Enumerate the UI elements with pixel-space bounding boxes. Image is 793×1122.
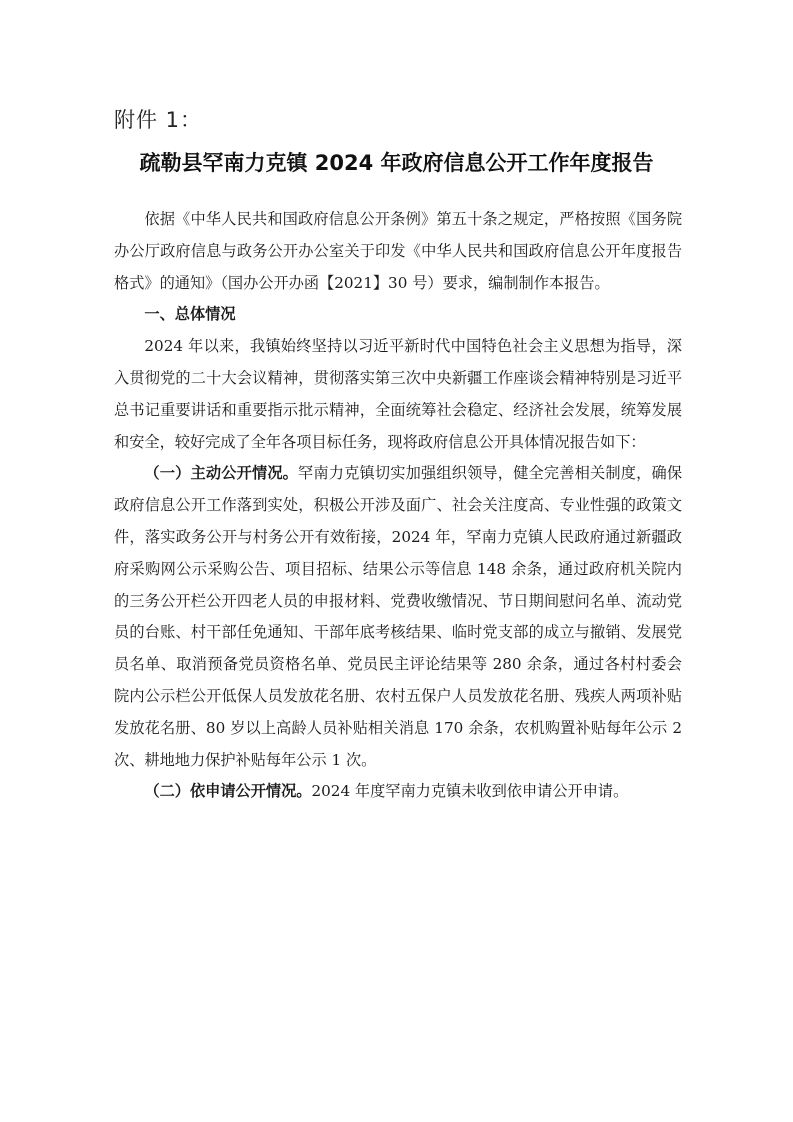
overview-paragraph: 2024 年以来，我镇始终坚持以习近平新时代中国特色社会主义思想为指导，深入贯彻党的二十大会议精神，贯彻落实第三次中央新疆工作座谈会精神特别是习近平总书记重要讲话和重要指示批示精神，全面统筹社会稳定、经济社会发展，统筹发展和安全，较好完成了全年各项目标任务，现将政府信息公开具体情况报告如下：: [114, 337, 682, 451]
application-disclosure-heading: （二）依申请公开情况。: [144, 782, 312, 801]
report-title: 疏勒县罕南力克镇 2024 年政府信息公开工作年度报告: [139, 151, 654, 175]
section-heading-overview: 一、总体情况: [144, 305, 236, 324]
active-disclosure-text: 罕南力克镇切实加强组织领导，健全完善相关制度，确保政府信息公开工作落到实处，积极公开涉及面广、社会关注度高、专业性强的政策文件，落实政务公开与村务公开有效衔接，2024 年，罕南力克镇人民政府通过新疆政府采购网公示采购公告、项目招标、结果公示等信息 148 余条，通过政府机关院内的三务公开栏公开四老人员的申报材料、党费收缴情况、节日期间慰问名单、流动党员的台账、村干部任免通知、干部年底考核结果、临时党支部的成立与撤销、发展党员名单、取消预备党员资格名单、党员民主评论结果等 280 余条，通过各村村委会院内公示栏公开低保人员发放花名册、农村五保户人员发放花名册、残疾人两项补贴发放花名册、80 岁以上高龄人员补贴相关消息 170 余条，农机购置补贴每年公示 2 次、耕地地力保护补贴每年公示 1 次。: [114, 464, 683, 769]
application-disclosure-paragraph: [114, 776, 682, 808]
active-disclosure-paragraph: [114, 458, 682, 776]
report-body: [114, 204, 682, 808]
attachment-label: 附件 1：: [114, 108, 203, 132]
intro-paragraph: 依据《中华人民共和国政府信息公开条例》第五十条之规定，严格按照《国务院办公厅政府信息与政务公开办公室关于印发《中华人民共和国政府信息公开年度报告格式》的通知》（国办公开办函【2021】30 号）要求，编制制作本报告。: [114, 210, 682, 292]
active-disclosure-heading: （一）主动公开情况。: [144, 464, 299, 483]
application-disclosure-text: 2024 年度罕南力克镇未收到依申请公开申请。: [311, 782, 629, 801]
